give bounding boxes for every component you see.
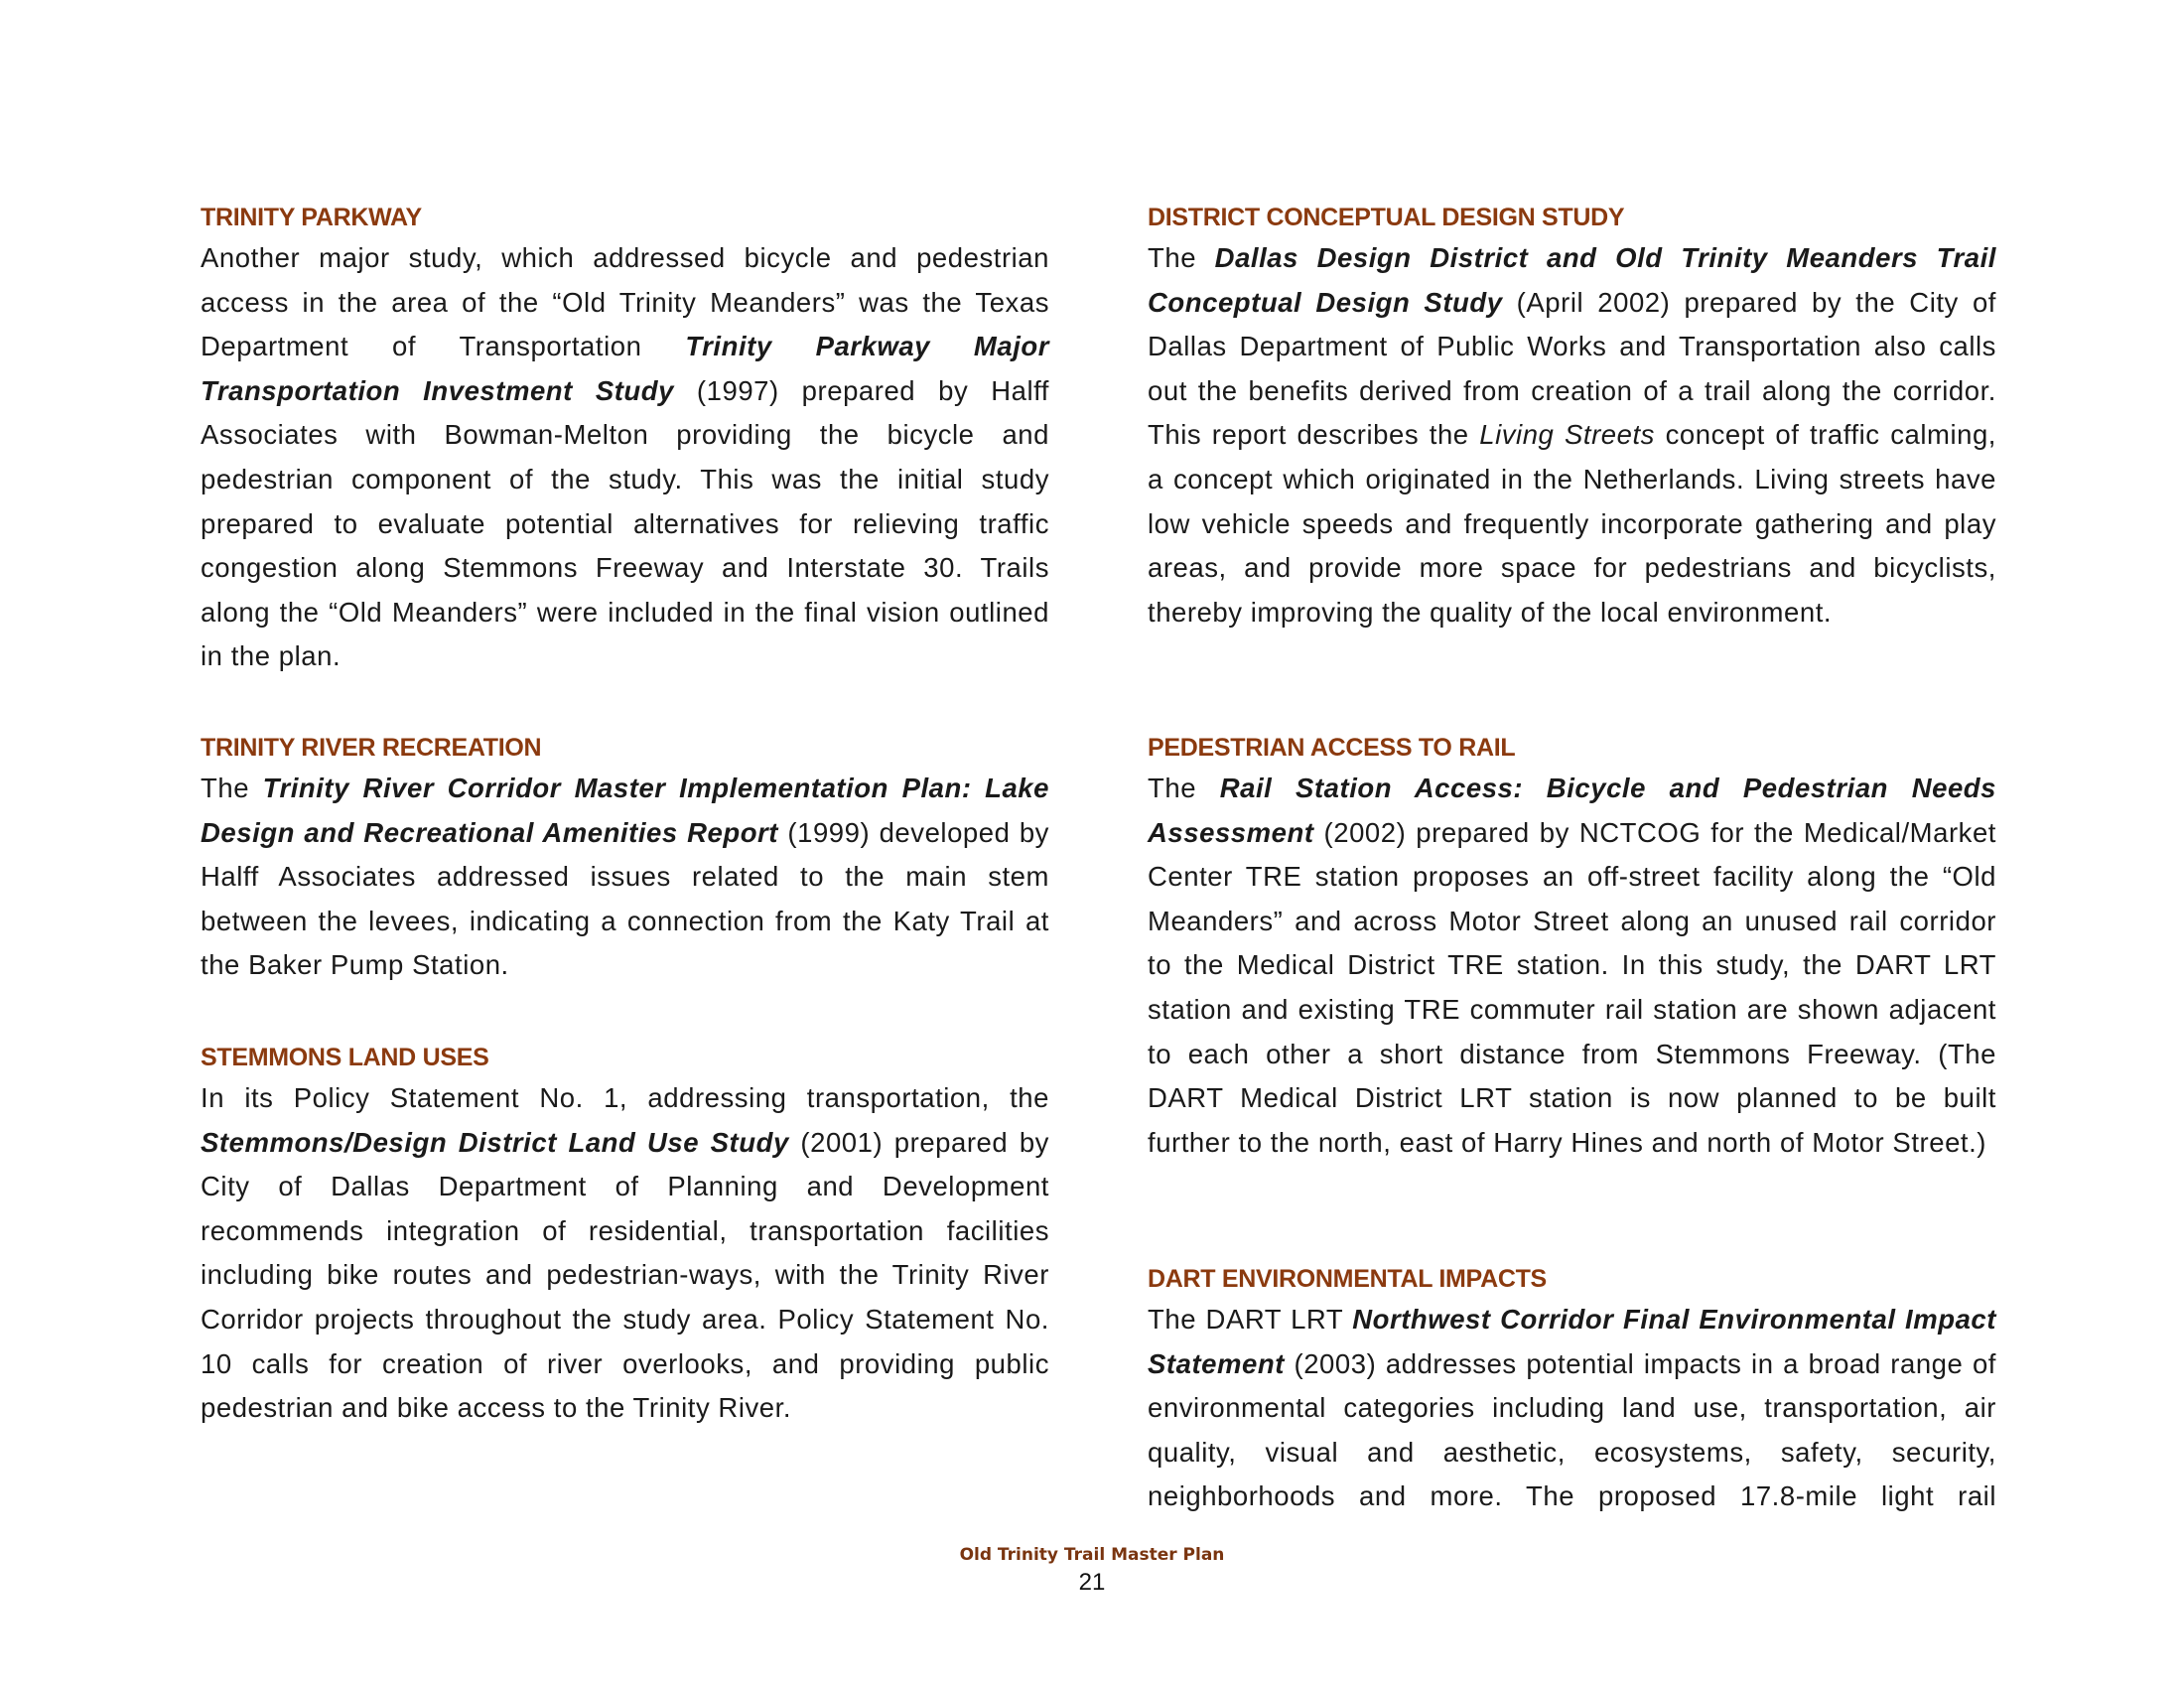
paragraph-text: (2003) addresses potential impacts in a broad range of environmental categories including land use, transportation, air quality, visual and aesthetic, ecosystems, safety, security, neighborhoods and more. The proposed 17.8-mile light rail	[1148, 1347, 1996, 1512]
paragraph-text: (April 2002) prepared by the City of Dallas Department of Public Works and Transportation also calls out the benefits derived from creation of a trail along the corridor. This report describes the	[1148, 286, 1996, 451]
paragraph-text: The	[1148, 242, 1215, 273]
paragraph-text: concept of traffic calming, a concept which originated in the Netherlands. Living streets have low vehicle speeds and frequently incorporate gathering and play areas, and provide more space for pedestrians and bicyclists, thereby improving the quality of the local environment.	[1148, 419, 1996, 628]
section-trinity-parkway	[201, 199, 1049, 679]
paragraph-text: The	[201, 773, 263, 803]
section-paragraph	[1148, 767, 1996, 1165]
section-heading: DISTRICT CONCEPTUAL DESIGN STUDY	[1148, 204, 1625, 231]
section-paragraph	[201, 1076, 1049, 1431]
paragraph-text: Another major study, which addressed bicycle and pedestrian access in the area of the “Old Trinity Meanders” was the Texas Department of Transportation	[201, 242, 1049, 362]
paragraph-text: (2002) prepared by NCTCOG for the Medical/Market Center TRE station proposes an off-street facility along the “Old Meanders” and across Motor Street along an unused rail corridor to the Medical District TRE station. In this study, the DART LRT station and existing TRE commuter rail station are shown adjacent to each other a short distance from Stemmons Freeway. (The DART Medical District LRT station is now planned to be built further to the north, east of Harry Hines and north of Motor Street.)	[1148, 816, 1996, 1158]
paragraph-text: The DART LRT	[1148, 1304, 1353, 1335]
document-title-reference: Stemmons/Design District Land Use Study	[201, 1126, 789, 1158]
document-title-reference: Dallas Design District and Old Trinity Meanders Trail Conceptual Design Study	[1148, 242, 1996, 318]
footer-document-title: Old Trinity Trail Master Plan	[959, 1545, 1225, 1565]
section-heading: TRINITY RIVER RECREATION	[201, 734, 542, 762]
document-title-reference: Trinity Parkway Major Transportation Investment Study	[201, 331, 1049, 406]
section-paragraph	[1148, 1298, 1996, 1519]
document-title-reference: Northwest Corridor Final Environmental Impact Statement	[1148, 1304, 1996, 1379]
section-district-conceptual-design-study	[1148, 199, 1996, 634]
paragraph-text: The	[1148, 773, 1220, 803]
page-number: 21	[1078, 1569, 1106, 1596]
document-title-reference: Rail Station Access: Bicycle and Pedestrian Needs Assessment	[1148, 773, 1996, 848]
paragraph-text: (2001) prepared by City of Dallas Department of Planning and Development recommends integration of residential, transportation facilities including bike routes and pedestrian-ways, with the Trinity River Corridor projects throughout the study area. Policy Statement No. 10 calls for creation of river overlooks, and providing public pedestrian and bike access to the Trinity River.	[201, 1126, 1049, 1424]
paragraph-text: In its Policy Statement No. 1, addressing transportation, the	[201, 1082, 1049, 1113]
section-stemmons-land-uses	[201, 1039, 1049, 1431]
section-paragraph	[201, 767, 1049, 988]
section-dart-environmental-impacts	[1148, 1260, 1996, 1519]
paragraph-text: (1999) developed by Halff Associates addressed issues related to the main stem between the levees, indicating a connection from the Katy Trail at the Baker Pump Station.	[201, 816, 1049, 981]
section-trinity-river-recreation	[201, 729, 1049, 988]
italic-term: Living Streets	[1479, 419, 1655, 451]
section-heading: DART ENVIRONMENTAL IMPACTS	[1148, 1265, 1547, 1293]
section-pedestrian-access-to-rail	[1148, 729, 1996, 1165]
section-paragraph	[1148, 236, 1996, 634]
section-heading: TRINITY PARKWAY	[201, 204, 422, 231]
section-paragraph	[201, 236, 1049, 679]
section-heading: PEDESTRIAN ACCESS TO RAIL	[1148, 734, 1516, 762]
section-heading: STEMMONS LAND USES	[201, 1044, 489, 1071]
paragraph-text: (1997) prepared by Halff Associates with Bowman-Melton providing the bicycle and pedestrian component of the study. This was the initial study prepared to evaluate potential alternatives for relieving traffic congestion along Stemmons Freeway and Interstate 30. Trails along the “Old Meanders” were included in the final vision outlined in the plan.	[201, 374, 1049, 672]
document-title-reference: Trinity River Corridor Master Implementation Plan: Lake Design and Recreational Amenities Report	[201, 773, 1049, 848]
